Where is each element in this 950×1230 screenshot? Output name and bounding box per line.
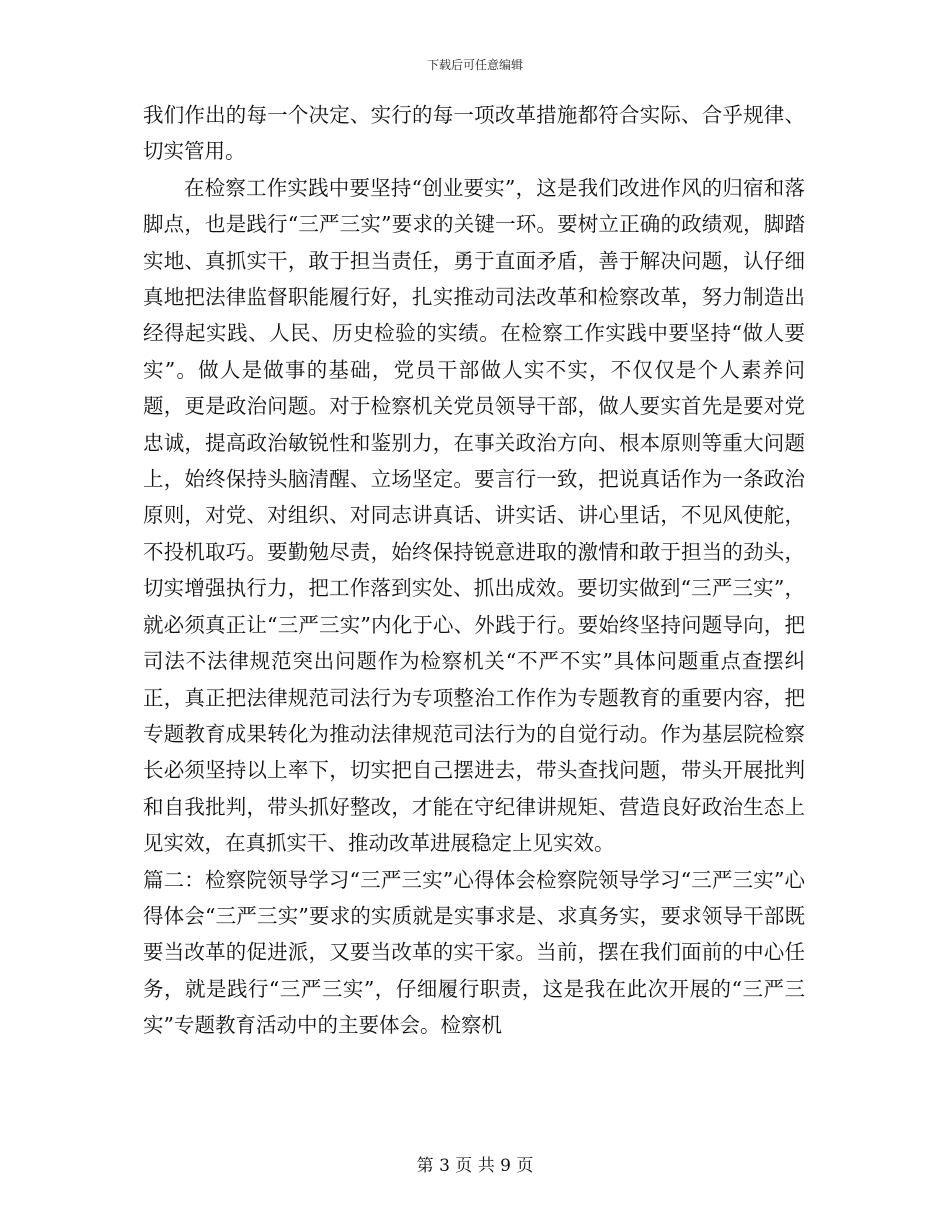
paragraph-main: 在检察工作实践中要坚持“创业要实”，这是我们改进作风的归宿和落脚点，也是践行“三严三实”要求的关键一环。要树立正确的政绩观，脚踏实地、真抓实干，敢于担当责任，勇于直面矛盾，善于解决问题，认仔细真地把法律监督职能履行好，扎实推动司法改革和检察改革，努力制造出经得起实践、人民、历史检验的实绩。在检察工作实践中要坚持“做人要实”。做人是做事的基础，党员干部做人实不实，不仅仅是个人素养问题，更是政治问题。对于检察机关党员领导干部，做人要实首先是要对党忠诚，提高政治敏锐性和鉴别力，在事关政治方向、根本原则等重大问题上，始终保持头脑清醒、立场坚定。要言行一致，把说真话作为一条政治原则，对党、对组织、对同志讲真话、讲实话、讲心里话，不见风使舵，不投机取巧。要勤勉尽责，始终保持锐意进取的激情和敢于担当的劲头，切实增强执行力，把工作落到实处、抓出成效。要切实做到“三严三实”，就必须真正让“三严三实”内化于心、外践于行。要始终坚持问题导向，把司法不法律规范突出问题作为检察机关“不严不实”具体问题重点查摆纠正，真正把法律规范司法行为专项整治工作作为专题教育的重要内容，把专题教育成果转化为推动法律规范司法行为的自觉行动。作为基层院检察长必须坚持以上率下，切实把自己摆进去，带头查找问题，带头开展批判和自我批判，带头抓好整改，才能在守纪律讲规矩、营造良好政治生态上见实效，在真抓实干、推动改革进展稳定上见实效。 [143, 175, 805, 856]
document-body [143, 97, 805, 1044]
paragraph-continuation: 我们作出的每一个决定、实行的每一项改革措施都符合实际、合乎规律、切实管用。 [143, 103, 805, 164]
page-header: 下载后可任意编辑 [426, 58, 523, 72]
paragraph-section-two: 篇二：检察院领导学习“三严三实”心得体会检察院领导学习“三严三实”心得体会“三严三实”要求的实质就是实事求是、求真务实，要求领导干部既要当改革的促进派，又要当改革的实干家。当前，摆在我们面前的中心任务，就是践行“三严三实”，仔细履行职责，这是我在此次开展的“三严三实”专题教育活动中的主要体会。检察机 [143, 867, 805, 1038]
page-number-footer: 第 3 页 共 9 页 [416, 1156, 534, 1176]
